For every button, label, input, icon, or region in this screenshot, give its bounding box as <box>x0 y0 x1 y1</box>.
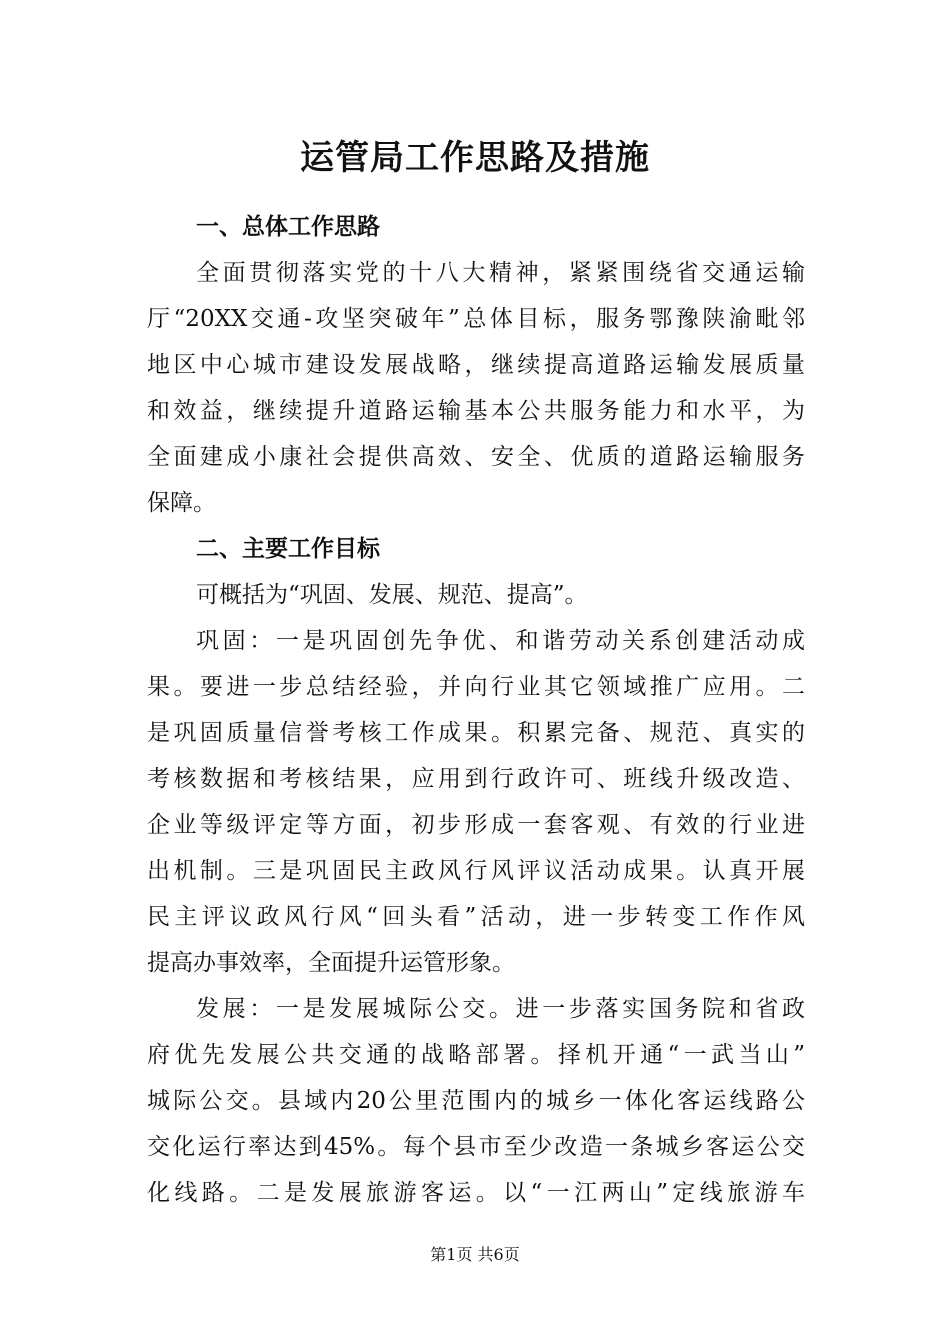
section-heading: 二、主要工作目标 <box>196 536 380 562</box>
text-line: 和效益，继续提升道路运输基本公共服务能力和水平，为 <box>147 398 805 424</box>
text-line: 巩固：一是巩固创先争优、和谐劳动关系创建活动成 <box>196 628 805 654</box>
text-line: 企业等级评定等方面，初步形成一套客观、有效的行业进 <box>147 812 805 838</box>
paragraph <box>147 986 805 1216</box>
text-line: 保障。 <box>147 490 216 516</box>
text-line: 厅“20XX交通-攻坚突破年”总体目标，服务鄂豫陕渝毗邻 <box>147 306 805 332</box>
text-line: 府优先发展公共交通的战略部署。择机开通“一武当山” <box>147 1042 805 1068</box>
text-line: 可概括为“巩固、发展、规范、提高”。 <box>196 582 588 608</box>
paragraph <box>147 618 805 986</box>
text-line: 民主评议政风行风“回头看”活动，进一步转变工作作风 <box>147 904 805 930</box>
document-title: 运管局工作思路及措施 <box>300 138 650 178</box>
text-line: 城际公交。县域内20公里范围内的城乡一体化客运线路公 <box>147 1088 805 1114</box>
text-line: 发展：一是发展城际公交。进一步落实国务院和省政 <box>196 996 805 1022</box>
document-body <box>147 204 805 1216</box>
text-line: 地区中心城市建设发展战略，继续提高道路运输发展质量 <box>147 352 805 378</box>
section-heading: 一、总体工作思路 <box>196 214 380 240</box>
text-line: 提高办事效率，全面提升运管形象。 <box>147 950 515 976</box>
text-line: 化线路。二是发展旅游客运。以“一江两山”定线旅游车 <box>147 1180 805 1206</box>
text-line: 是巩固质量信誉考核工作成果。积累完备、规范、真实的 <box>147 720 805 746</box>
text-line: 全面建成小康社会提供高效、安全、优质的道路运输服务 <box>147 444 805 470</box>
text-line: 全面贯彻落实党的十八大精神，紧紧围绕省交通运输 <box>196 260 805 286</box>
text-line: 交化运行率达到45%。每个县市至少改造一条城乡客运公交 <box>147 1134 805 1160</box>
text-line: 考核数据和考核结果，应用到行政许可、班线升级改造、 <box>147 766 805 792</box>
paragraph <box>147 250 805 526</box>
paragraph <box>147 572 805 618</box>
page-number-footer: 第1页 共6页 <box>430 1245 520 1264</box>
text-line: 出机制。三是巩固民主政风行风评议活动成果。认真开展 <box>147 858 805 884</box>
text-line: 果。要进一步总结经验，并向行业其它领域推广应用。二 <box>147 674 805 700</box>
